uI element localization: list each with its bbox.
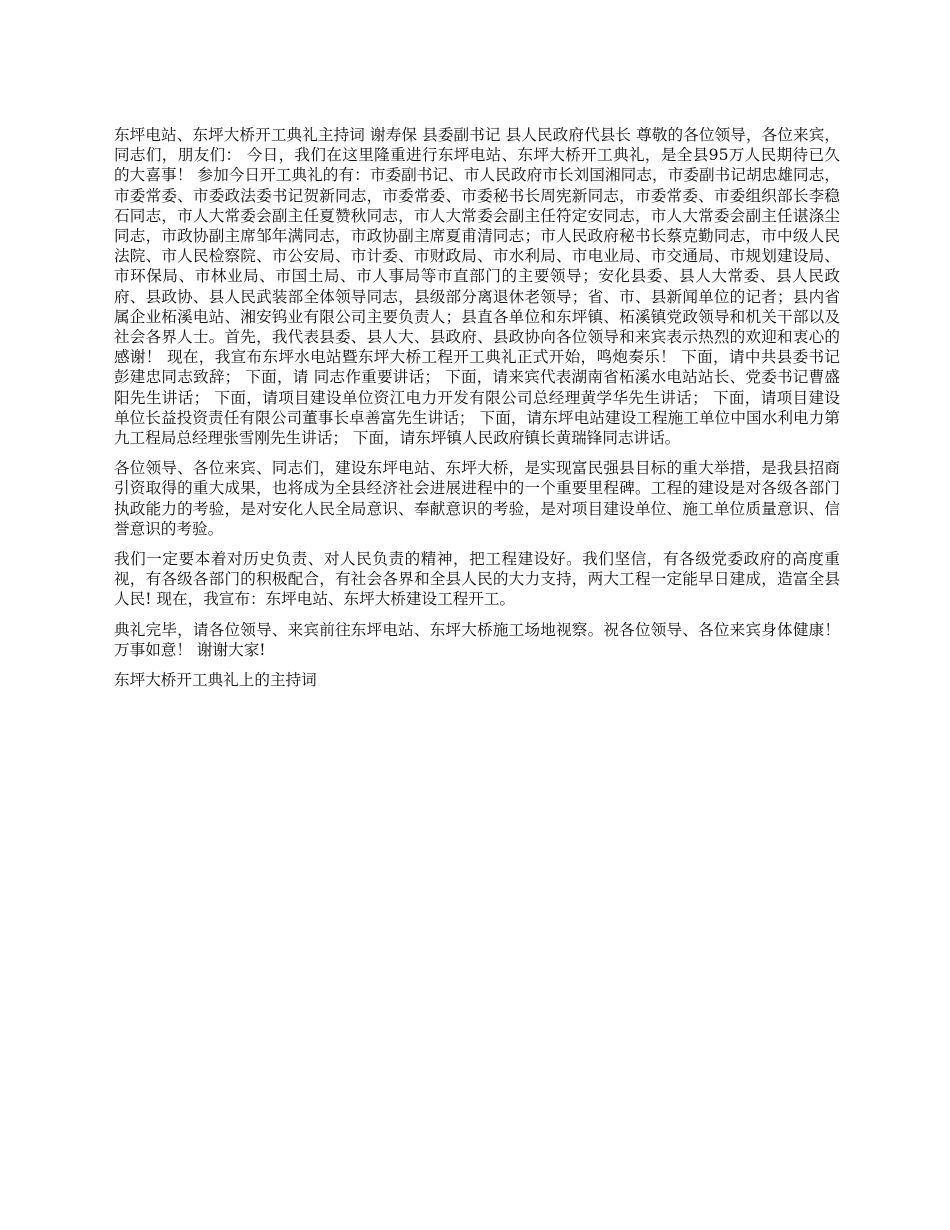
paragraph-opening: 东坪电站、东坪大桥开工典礼主持词 谢寿保 县委副书记 县人民政府代县长 尊敬的各位领导，各位来宾，同志们，朋友们： 今日，我们在这里隆重进行东坪电站、东坪大桥开工典礼，是全县95万人民期待已久的大喜事！ 参加今日开工典礼的有：市委副书记、市人民政府市长刘国湘同志，市委副书记胡忠雄同志，市委常委、市委政法委书记贺新同志，市委常委、市委秘书长周宪新同志，市委常委、市委组织部长李稳石同志，市人大常委会副主任夏赞秋同志，市人大常委会副主任符定安同志，市人大常委会副主任谌涤尘同志，市政协副主席邹年满同志，市政协副主席夏甫清同志；市人民政府秘书长蔡克勤同志，市中级人民法院、市人民检察院、市公安局、市计委、市财政局、市水利局、市电业局、市交通局、市规划建设局、市环保局、市林业局、市国土局、市人事局等市直部门的主要领导；安化县委、县人大常委、县人民政府、县政协、县人民武装部全体领导同志，县级部分离退休老领导；省、市、县新闻单位的记者；县内省属企业柘溪电站、湘安钨业有限公司主要负责人；县直各单位和东坪镇、柘溪镇党政领导和机关干部以及社会各界人士。首先，我代表县委、县人大、县政府、县政协向各位领导和来宾表示热烈的欢迎和衷心的感谢！ 现在，我宣布东坪水电站暨东坪大桥工程开工典礼正式开始，鸣炮奏乐！ 下面，请中共县委书记彭建忠同志致辞； 下面，请 同志作重要讲话； 下面，请来宾代表湖南省柘溪水电站站长、党委书记曹盛阳先生讲话； 下面，请项目建设单位资江电力开发有限公司总经理黄学华先生讲话； 下面，请项目建设单位长益投资责任有限公司董事长卓善富先生讲话； 下面，请东坪电站建设工程施工单位中国水利电力第九工程局总经理张雪刚先生讲话； 下面，请东坪镇人民政府镇长黄瑞锋同志讲话。 [114,126,840,448]
document-body [114,125,840,700]
paragraph-commitment: 我们一定要本着对历史负责、对人民负责的精神，把工程建设好。我们坚信，有各级党委政府的高度重视，有各级各部门的积极配合，有社会各界和全县人民的大力支持，两大工程一定能早日建成，造富全县人民! 现在，我宣布：东坪电站、东坪大桥建设工程开工。 [114,550,840,609]
paragraph-closing: 典礼完毕，请各位领导、来宾前往东坪电站、东坪大桥施工场地视察。祝各位领导、各位来宾身体健康！万事如意！ 谢谢大家! [114,620,840,659]
paragraph-footer-title: 东坪大桥开工典礼上的主持词 [114,671,317,690]
paragraph-significance: 各位领导、各位来宾、同志们，建设东坪电站、东坪大桥，是实现富民强县目标的重大举措，是我县招商引资取得的重大成果，也将成为全县经济社会进展进程中的一个重要里程碑。工程的建设是对各级各部门执政能力的考验，是对安化人民全局意识、奉献意识的考验，是对项目建设单位、施工单位质量意识、信誉意识的考验。 [114,459,840,538]
